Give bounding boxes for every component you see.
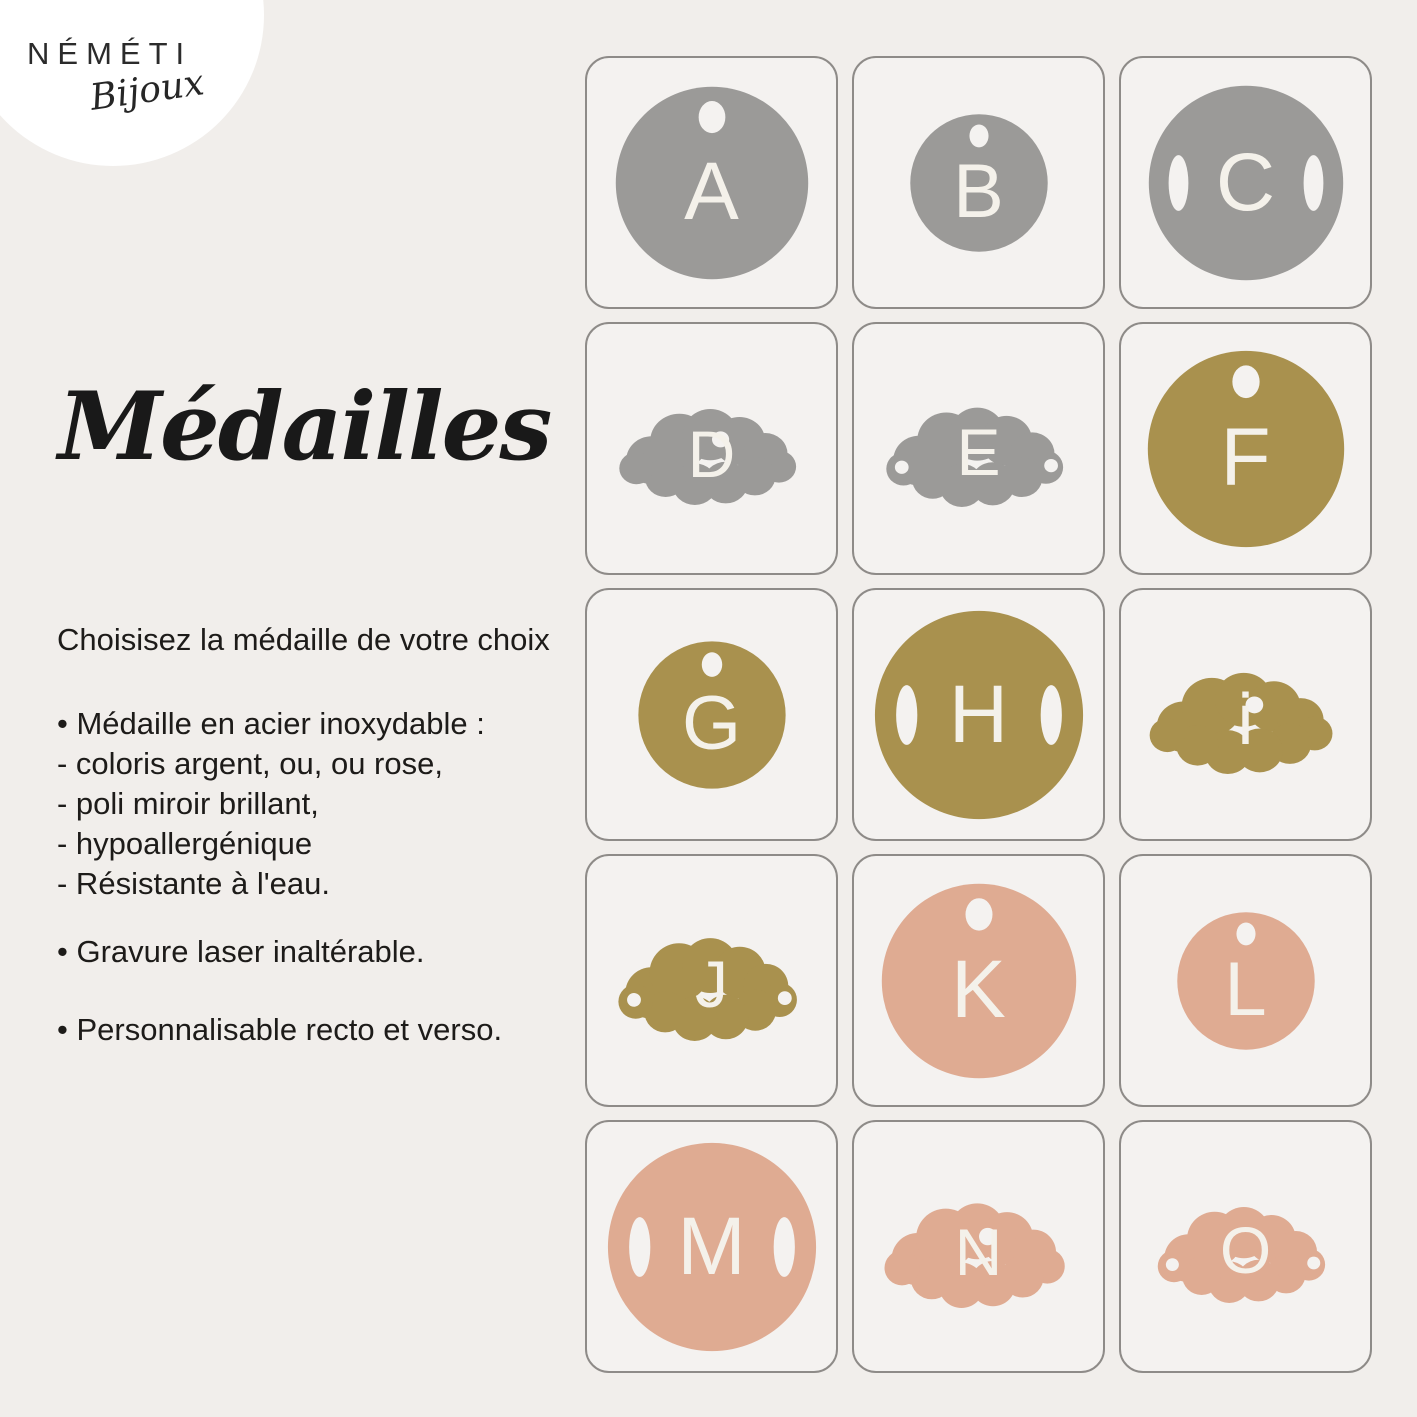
medal-cell-l[interactable]: [1119, 854, 1372, 1107]
medal-cell-i[interactable]: [1119, 588, 1372, 841]
medal-grid: [585, 56, 1372, 1373]
brand-subname: Bijoux: [87, 62, 207, 119]
medal-letter: H: [948, 668, 1009, 760]
extra-line: • Personnalisable recto et verso.: [57, 1012, 503, 1047]
feature-line: - poli miroir brillant,: [57, 786, 319, 821]
medal-cell-k[interactable]: [852, 854, 1105, 1107]
extra-line: • Gravure laser inaltérable.: [57, 934, 425, 969]
feature-list: [57, 704, 485, 904]
medal-charm: [614, 85, 810, 281]
medal-charm: [1176, 911, 1316, 1051]
medal-cell-o[interactable]: [1119, 1120, 1372, 1373]
medal-charm: [880, 882, 1078, 1080]
medal-letter: N: [954, 1214, 1003, 1289]
medal-cell-n[interactable]: [852, 1120, 1105, 1373]
medal-letter: K: [951, 943, 1006, 1035]
medal-letter: E: [956, 414, 1001, 489]
medal-letter: i: [1237, 679, 1254, 760]
medal-letter: A: [684, 145, 739, 237]
medal-cell-e[interactable]: [852, 322, 1105, 575]
medal-cell-f[interactable]: [1119, 322, 1372, 575]
medal-cell-h[interactable]: [852, 588, 1105, 841]
feature-line: - Résistante à l'eau.: [57, 866, 331, 901]
medal-charm: [608, 921, 816, 1041]
medal-charm: [1147, 84, 1345, 282]
medal-charm: [874, 1186, 1084, 1308]
medal-cell-j[interactable]: [585, 854, 838, 1107]
medal-charm: [1139, 656, 1352, 774]
medal-letter: G: [681, 680, 742, 766]
medal-letter: B: [953, 148, 1004, 234]
medal-charm: [1146, 349, 1346, 549]
medal-cell-d[interactable]: [585, 322, 838, 575]
medal-cell-g[interactable]: [585, 588, 838, 841]
intro-text: Choisisez la médaille de votre choix: [57, 622, 550, 657]
medal-charm: [909, 113, 1049, 253]
medal-charm: [1148, 1191, 1343, 1303]
brand-name: NÉMÉTI: [27, 36, 193, 71]
medal-charm: [637, 640, 787, 790]
medal-letter: M: [677, 1200, 746, 1292]
feature-line: • Médaille en acier inoxydable :: [57, 706, 485, 741]
medal-letter: J: [695, 946, 728, 1021]
feature-line: - coloris argent, ou, ou rose,: [57, 746, 443, 781]
feature-line: - hypoallergénique: [57, 826, 313, 861]
medal-cell-c[interactable]: [1119, 56, 1372, 309]
medal-cell-b[interactable]: [852, 56, 1105, 309]
medal-cell-a[interactable]: [585, 56, 838, 309]
medal-letter: O: [1219, 1212, 1272, 1287]
medal-cell-m[interactable]: [585, 1120, 838, 1373]
medal-letter: F: [1220, 411, 1271, 503]
medal-letter: C: [1215, 136, 1276, 228]
medal-letter: L: [1224, 946, 1267, 1032]
medal-charm: [606, 1141, 818, 1353]
medal-charm: [873, 609, 1085, 821]
medal-charm: [609, 393, 815, 505]
medal-charm: [876, 391, 1082, 507]
medal-letter: D: [687, 416, 736, 491]
page-title: Médailles: [58, 372, 551, 482]
